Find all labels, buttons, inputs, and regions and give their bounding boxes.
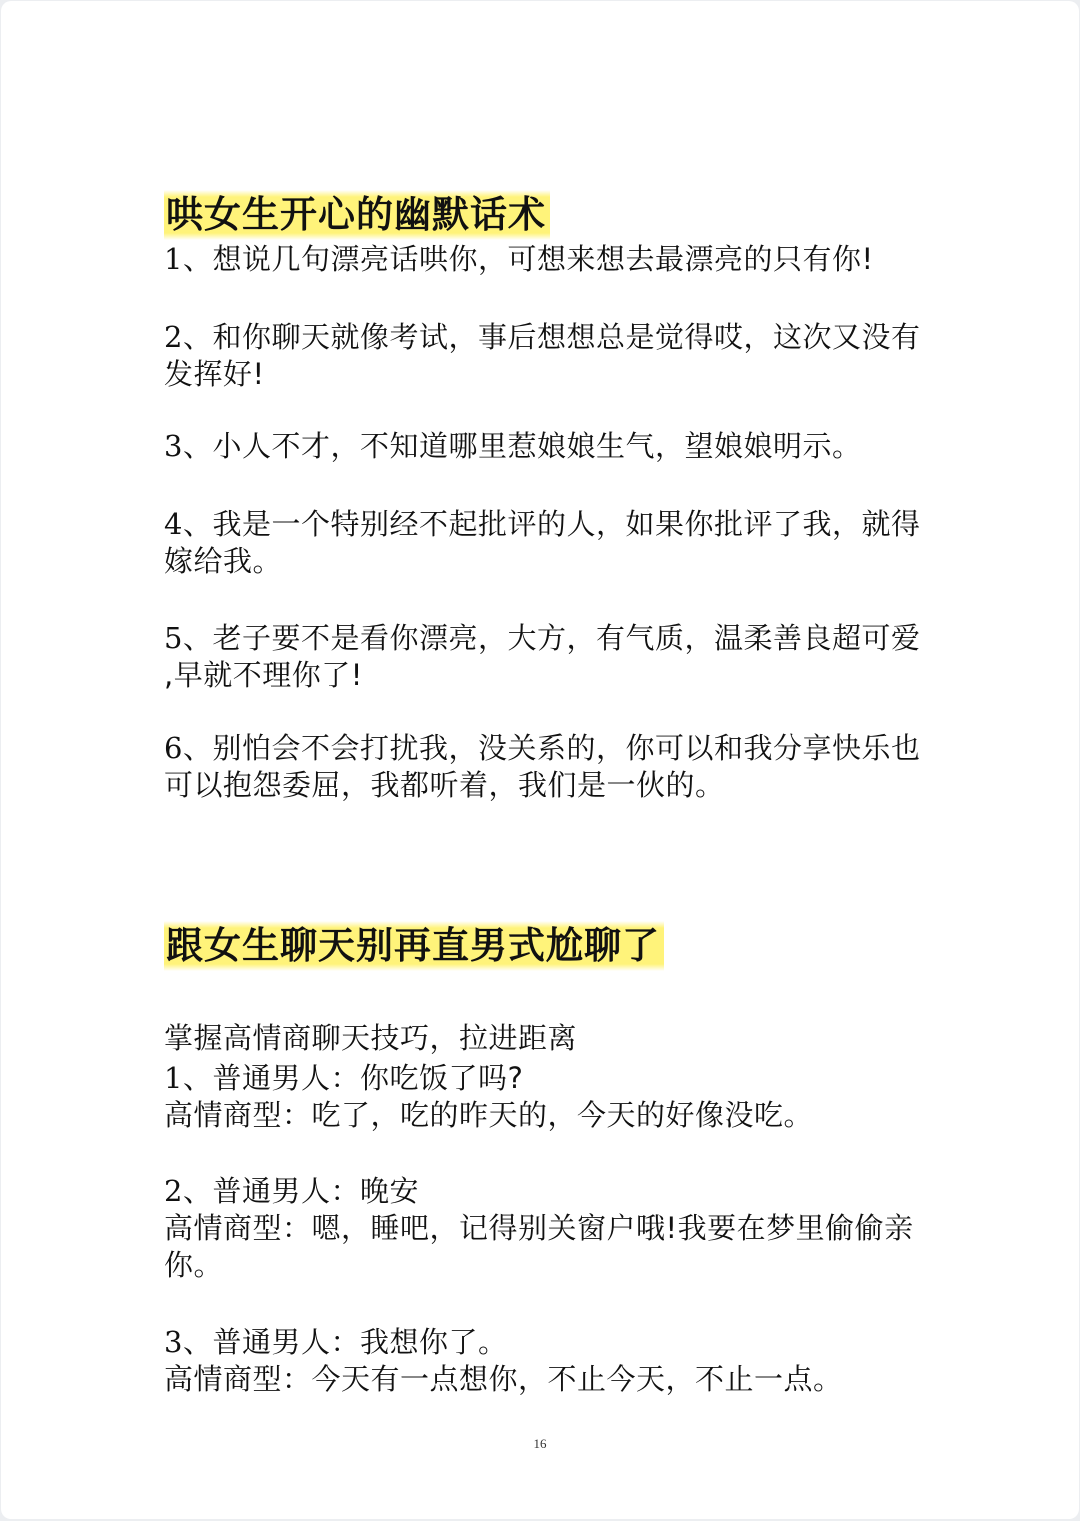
list-item: 6、别怕会不会打扰我，没关系的，你可以和我分享快乐也 <box>164 731 921 765</box>
list-item: 3、小人不才，不知道哪里惹娘娘生气，望娘娘明示。 <box>164 429 862 463</box>
list-item-continuation: ,早就不理你了! <box>164 658 363 692</box>
section-heading-humor: 哄女生开心的幽默话术 <box>164 190 550 240</box>
dialog-normal-line: 1、普通男人：你吃饭了吗? <box>164 1061 524 1095</box>
dialog-normal-line: 3、普通男人：我想你了。 <box>164 1325 508 1359</box>
list-item-continuation: 可以抱怨委屈，我都听着，我们是一伙的。 <box>164 768 725 802</box>
dialog-eq-line: 高情商型：今天有一点想你，不止今天，不止一点。 <box>164 1362 843 1396</box>
dialog-eq-continuation: 你。 <box>164 1248 224 1282</box>
section-heading-chat: 跟女生聊天别再直男式尬聊了 <box>164 921 664 971</box>
list-item: 4、我是一个特别经不起批评的人，如果你批评了我，就得 <box>164 507 921 541</box>
dialog-eq-line: 高情商型：嗯，睡吧，记得别关窗户哦!我要在梦里偷偷亲 <box>164 1211 914 1245</box>
list-item: 1、想说几句漂亮话哄你，可想来想去最漂亮的只有你! <box>164 242 874 276</box>
document-page <box>1 1 1079 1519</box>
list-item-continuation: 发挥好! <box>164 357 265 391</box>
list-item: 2、和你聊天就像考试，事后想想总是觉得哎，这次又没有 <box>164 320 921 354</box>
list-item-continuation: 嫁给我。 <box>164 544 283 578</box>
list-item: 5、老子要不是看你漂亮，大方，有气质，温柔善良超可爱 <box>164 621 921 655</box>
dialog-eq-line: 高情商型：吃了，吃的昨天的，今天的好像没吃。 <box>164 1098 814 1132</box>
dialog-normal-line: 2、普通男人：晚安 <box>164 1174 419 1208</box>
page-number: 16 <box>533 1436 547 1451</box>
section-intro: 掌握高情商聊天技巧，拉进距离 <box>164 1021 578 1055</box>
